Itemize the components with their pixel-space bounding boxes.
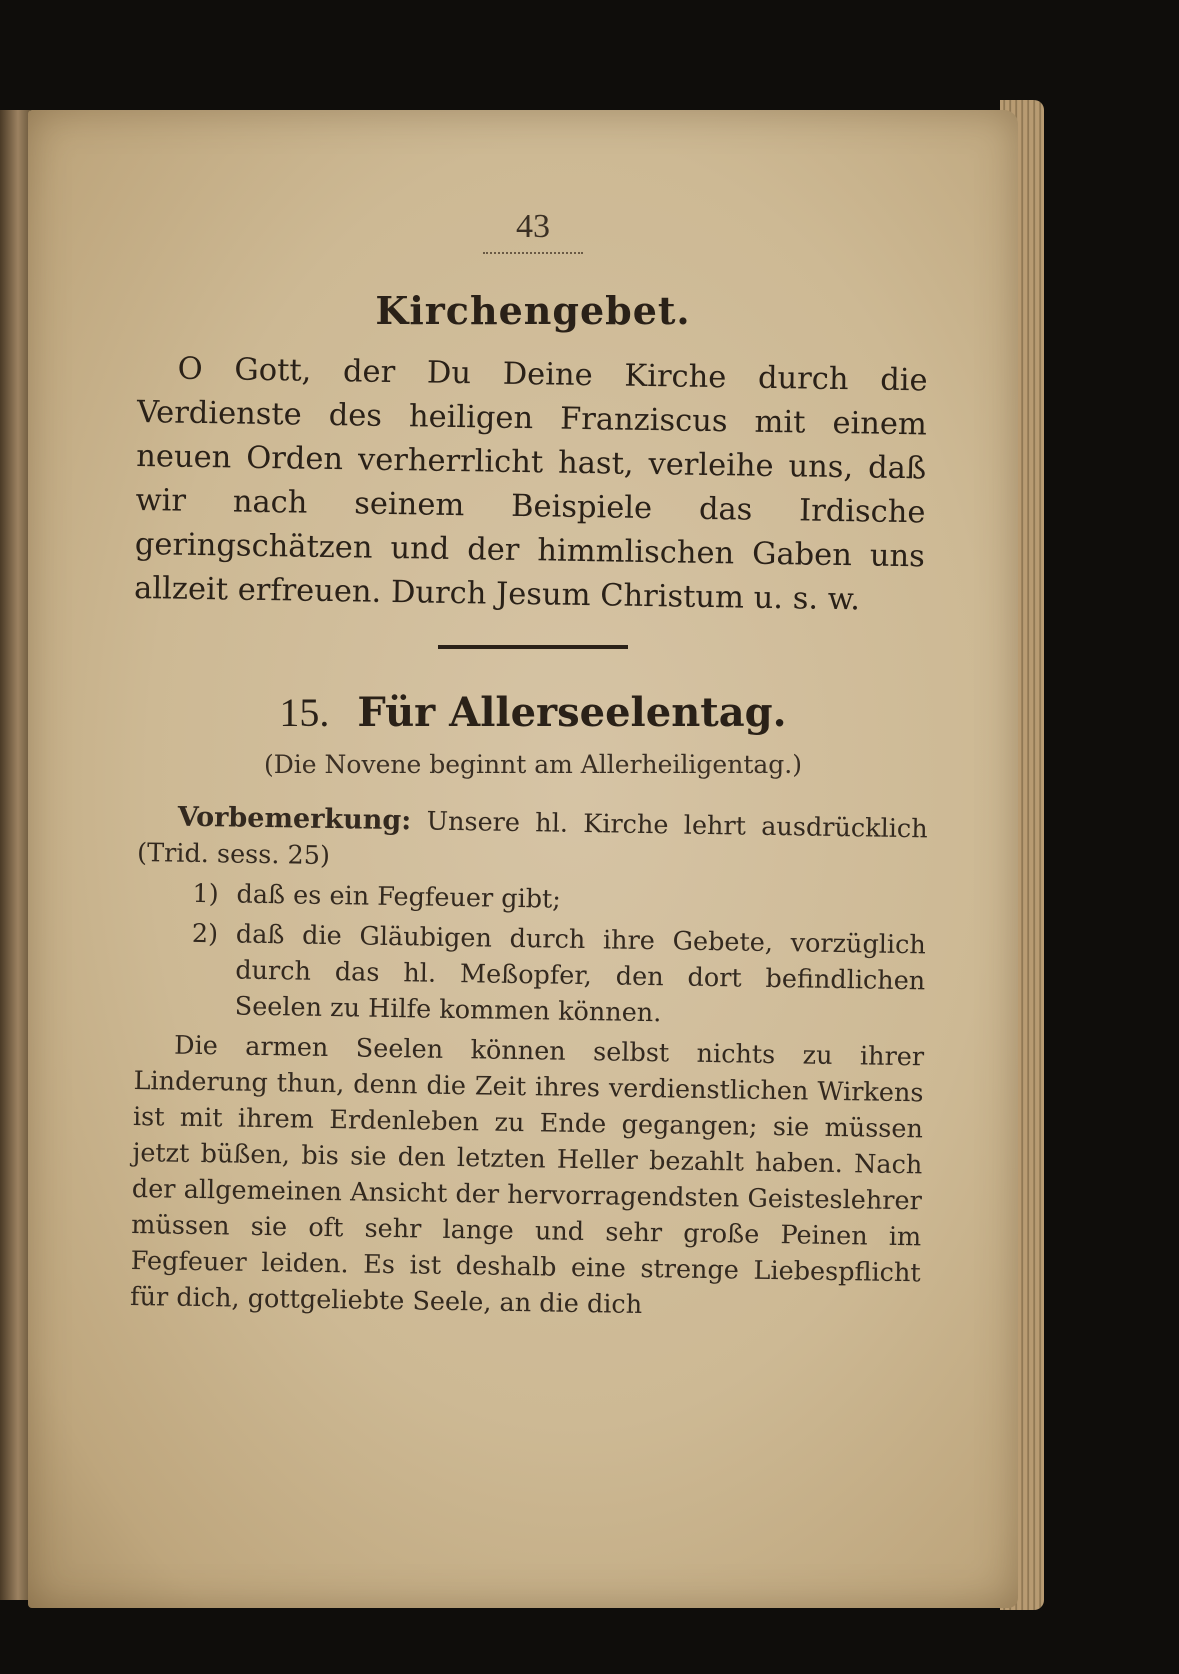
page-content: [129, 208, 928, 1320]
list-item-text: daß die Gläubigen durch ihre Gebete, vorzüglich durch das hl. Meßopfer, den dort befindlichen Seelen zu Hilfe kommen können.: [234, 919, 927, 1029]
prayer-text: O Gott, der Du Deine Kirche durch die Verdienste des heiligen Franziscus mit einem neuen Orden verherrlicht hast, verleihe uns, daß wir nach seinem Beispiele das Irdische geringschätzen und der himmlischen Gaben uns allzeit erfreuen. Durch Jesum Christum u. s. w.: [133, 351, 928, 618]
preface-label: Vorbemerkung:: [177, 801, 412, 837]
closing-paragraph: Die armen Seelen können selbst nichts zu ihrer Linderung thun, denn die Zeit ihres verdienstlichen Wirkens ist mit ihrem Erdenleben zu Ende gegangen; sie müssen jetzt büßen, bis sie den letzten Heller bezahlt haben. Nach der allgemeinen Ansicht der hervorragendsten Geisteslehrer müssen sie oft sehr lange und sehr große Peinen im Fegfeuer leiden. Es ist deshalb eine strenge Liebespflicht für dich, gottgeliebte Seele, an die dich: [129, 1030, 925, 1320]
section-title: [138, 689, 928, 736]
section-title-text: Für Allerseelentag.: [357, 689, 787, 736]
page-number-underline: [483, 252, 583, 254]
section-number: 15.: [279, 690, 330, 735]
preface: [137, 799, 928, 883]
prayer-heading: Kirchengebet.: [375, 288, 691, 333]
list-item-index: 1): [192, 878, 219, 910]
list-item-index: 2): [191, 918, 219, 950]
section-divider: [438, 645, 628, 649]
page-number: 43: [516, 208, 550, 245]
list-item: [134, 915, 926, 1035]
preface-text: Unsere hl. Kirche lehrt ausdrücklich (Trid. sess. 25): [136, 806, 928, 872]
list-item-text: daß es ein Fegfeuer gibt;: [236, 879, 562, 915]
section-subtitle: (Die Novene beginnt am Allerheiligentag.): [263, 750, 802, 779]
section-body: [130, 799, 928, 1327]
book-page: [28, 110, 1018, 1608]
left-page-edge: [0, 110, 30, 1600]
